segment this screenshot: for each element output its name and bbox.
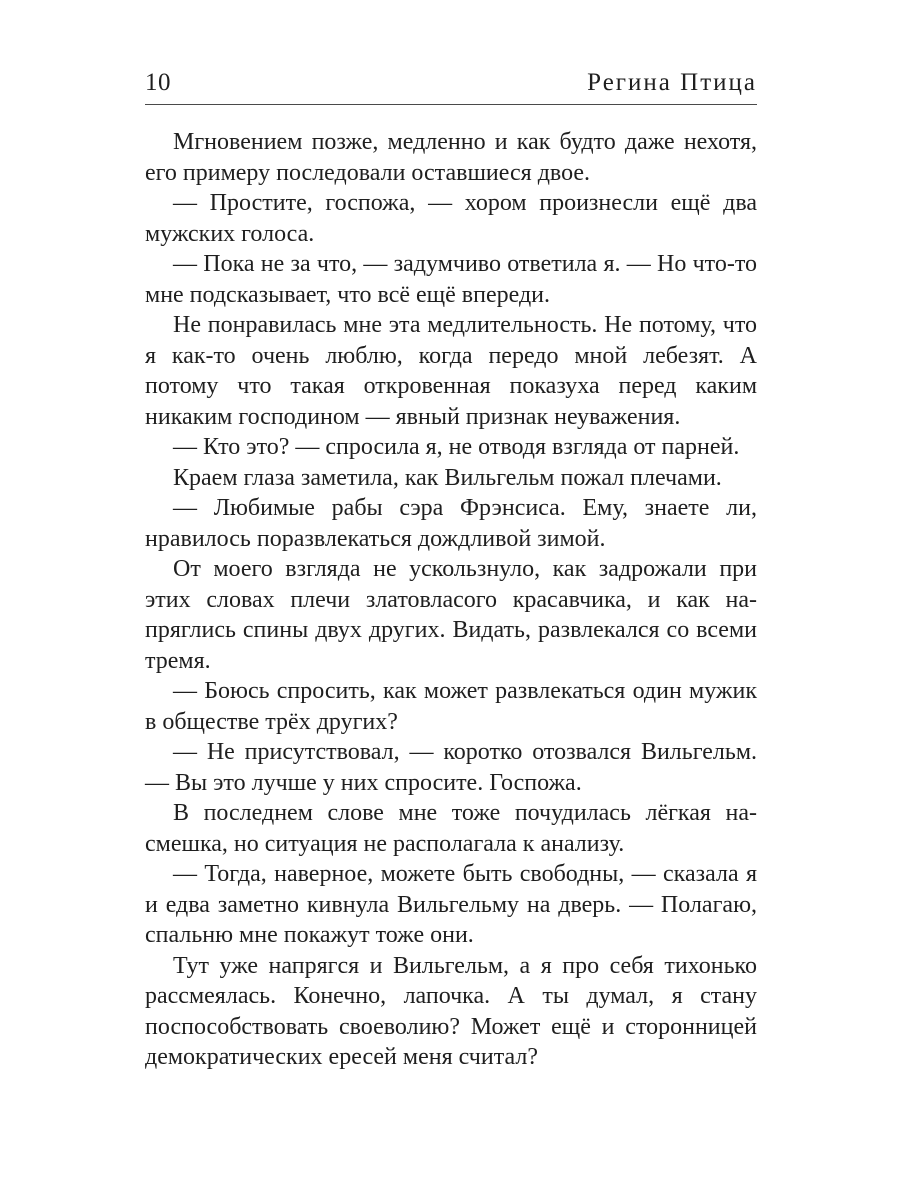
paragraph: Мгновением позже, медленно и как будто даже нехотя, его примеру последовали оставшиеся двое. <box>145 129 757 186</box>
paragraph: — Любимые рабы сэра Фрэнсиса. Ему, знаете ли, нравилось поразвлекаться дождливой зимой. <box>145 495 757 552</box>
running-title: Регина Птица <box>587 69 757 96</box>
paragraph: — Боюсь спросить, как может развлекаться один мужик в обществе трёх других? <box>145 678 757 735</box>
paragraph: Не понравилась мне эта медлительность. Не потому, что я как-то очень люблю, когда передо мной лебезят. А потому что такая откровенная показуха перед каким никаким господином — явный признак неуважения. <box>145 312 757 430</box>
paragraph: В последнем слове мне тоже почудилась лёгкая насмешка, но ситуация не располагала к анализу. <box>145 800 757 857</box>
paragraph: От моего взгляда не ускользнуло, как задрожали при этих словах плечи златовласого красавчика, и как напряглись спины двух других. Видать, развлекался со всеми тремя. <box>145 556 757 674</box>
running-header <box>145 68 757 105</box>
paragraph: Тут уже напрягся и Вильгельм, а я про себя тихонько рассмеялась. Конечно, лапочка. А ты думал, я стану поспособствовать своеволию? Может ещё и сторонницей демократических ересей меня считал? <box>145 952 757 1070</box>
paragraph: — Кто это? — спросила я, не отводя взгляда от парней. <box>173 434 740 460</box>
page-number: 10 <box>145 69 171 96</box>
paragraph: — Не присутствовал, — коротко отозвался Вильгельм. — Вы это лучше у них спросите. Госпожа. <box>145 739 757 796</box>
paragraph: Краем глаза заметила, как Вильгельм пожал плечами. <box>173 464 722 491</box>
paragraph: — Тогда, наверное, можете быть свободны, — сказала я и едва заметно кивнула Вильгельму на дверь. — Полагаю, спальню мне покажут тоже они. <box>145 861 757 948</box>
paragraph: — Простите, госпожа, — хором произнесли ещё два мужских голоса. <box>145 190 757 247</box>
paragraph: — Пока не за что, — задумчиво ответила я. — Но что-то мне подсказывает, что всё ещё впереди. <box>145 251 757 308</box>
body-text <box>145 127 757 1073</box>
book-page <box>145 68 757 1073</box>
